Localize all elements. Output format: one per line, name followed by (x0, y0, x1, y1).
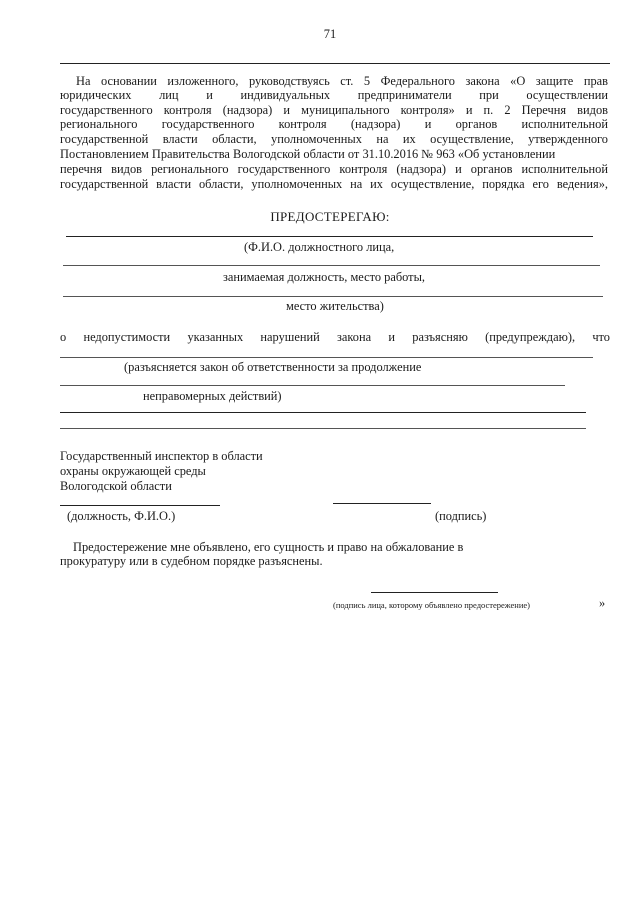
inspector-fio-line (60, 505, 220, 506)
residence-field-line (63, 296, 603, 297)
fio-field-line (66, 236, 593, 237)
intro-line-6: Постановлением Правительства Вологодской области от 31.10.2016 № 963 «Об установлении (60, 147, 556, 161)
law-field-line (60, 357, 593, 358)
position-field-line (63, 265, 600, 266)
position-caption: занимаемая должность, место работы, (223, 270, 426, 284)
closing-quote: » (599, 596, 606, 610)
inspector-title-line-3: Вологодской области (60, 479, 172, 493)
warning-heading: ПРЕДОСТЕРЕГАЮ: (270, 209, 390, 224)
recipient-signature-caption: (подпись лица, которому объявлено предостережение) (333, 600, 530, 610)
announcement-line-2: прокуратуру или в судебном порядке разъяснены. (60, 554, 323, 568)
inspector-signature-caption: (подпись) (435, 509, 487, 523)
fio-caption: (Ф.И.О. должностного лица, (244, 240, 395, 254)
intro-line-2: юридических лиц и индивидуальных предприниматели при осуществлении (60, 88, 608, 102)
law-caption: (разъясняется закон об ответственности за продолжение (124, 360, 422, 374)
residence-caption: место жительства) (286, 299, 384, 313)
top-rule (60, 63, 610, 64)
intro-line-5: государственной власти области, уполномоченных на их осуществление, утвержденного (60, 132, 608, 146)
actions-field-line (60, 385, 565, 386)
intro-line-4: регионального государственного контроля (надзора) и органов исполнительной (60, 117, 608, 131)
inspector-title-line-1: Государственный инспектор в области (60, 449, 263, 463)
inspector-signature-line (333, 503, 431, 504)
announcement-line-1: Предостережение мне объявлено, его сущность и право на обжалование в (73, 540, 464, 554)
intro-line-8: государственной власти области, уполномоченных на их осуществление, порядка его ведения», (60, 177, 608, 191)
blank-line-2 (60, 428, 586, 429)
recipient-signature-line (371, 592, 498, 593)
page-number: 71 (323, 27, 337, 41)
intro-line-1: На основании изложенного, руководствуясь ст. 5 Федерального закона «О защите прав (76, 74, 608, 88)
intro-line-7: перечня видов регионального государственного контроля (надзора) и органов исполнительной (60, 162, 608, 176)
inspector-position-caption: (должность, Ф.И.О.) (67, 509, 176, 523)
intro-line-3: государственного контроля (надзора) и муниципального контроля» и п. 2 Перечня видов (60, 103, 608, 117)
inspector-title-line-2: охраны окружающей среды (60, 464, 206, 478)
actions-caption: неправомерных действий) (143, 389, 282, 403)
inadmissibility-line: о недопустимости указанных нарушений закона и разъясняю (предупреждаю), что (60, 330, 610, 344)
blank-line-1 (60, 412, 586, 413)
